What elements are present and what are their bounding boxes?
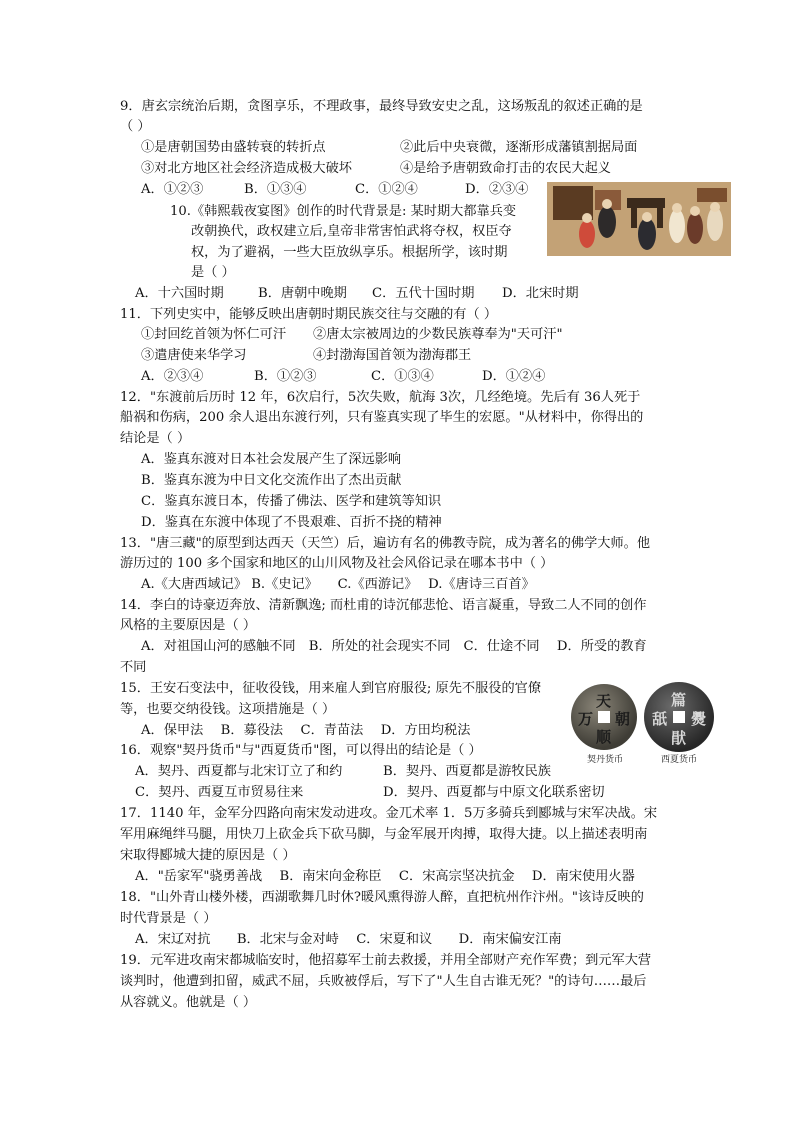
- q10-line-1: 10.《韩熙载夜宴图》创作的时代背景是: 某时期大都靠兵变: [170, 204, 517, 219]
- night-revels-painting: [547, 182, 731, 256]
- q12-choice-c: C．鉴真东渡日本，传播了佛法、医学和建筑等知识: [141, 494, 442, 509]
- q11-option-3: ③遣唐使来华学习: [141, 348, 247, 363]
- q10-line-4: 是（ ）: [191, 265, 235, 280]
- q14-line-1: 14．李白的诗豪迈奔放、清新飘逸; 而杜甫的诗沉郁悲怆、语言凝重，导致二人不同的创作: [120, 598, 647, 613]
- xixia-coin-caption: 西夏货币: [661, 755, 698, 765]
- q12-line-3: 结论是（ ）: [120, 431, 191, 446]
- q14-choices-tail: 不同: [120, 660, 147, 675]
- q16-choice-a: A．契丹、西夏都与北宋订立了和约: [135, 764, 343, 779]
- q19-line-1: 19．元军进攻南宋都城临安时，他招募军士前去救援，并用全部财产充作军费；到元军大营: [120, 953, 652, 968]
- q16-stem: 16．观察"契丹货币"与"西夏货币"图，可以得出的结论是（ ）: [120, 743, 482, 758]
- q11-option-1: ①封回纥首领为怀仁可汗: [141, 327, 287, 342]
- q11-stem: 11．下列史实中，能够反映出唐朝时期民族交往与交融的有（ ）: [120, 307, 498, 322]
- q16-choice-b: B．契丹、西夏都是游牧民族: [383, 764, 551, 779]
- q14-choices: A．对祖国山河的感触不同 B．所处的社会现实不同 C．仕途不同 D．所受的教育: [141, 639, 647, 654]
- q9-stem-blank: （ ）: [120, 119, 151, 134]
- q9-option-4: ④是给予唐朝致命打击的农民大起义: [400, 161, 611, 176]
- q11-option-2: ②唐太宗被周边的少数民族尊奉为"天可汗": [313, 327, 563, 342]
- khitan-coin-char-top: 天: [596, 692, 612, 710]
- khitan-coin: [571, 684, 637, 750]
- q10-choice-a: A．十六国时期: [135, 286, 224, 301]
- xixia-coin-char-right: 㸑: [691, 710, 707, 728]
- q9-choice-a: A．①②③: [141, 182, 204, 197]
- q16-choice-d: D．契丹、西夏都与中原文化联系密切: [383, 785, 605, 800]
- q9-choice-b: B．①③④: [244, 182, 307, 197]
- q14-line-2: 风格的主要原因是（ ）: [120, 618, 257, 633]
- q11-choice-d: D．①②④: [482, 369, 546, 384]
- xixia-coin-char-bottom: 猒: [671, 729, 687, 747]
- khitan-coin-caption: 契丹货币: [587, 755, 624, 765]
- q11-choice-b: B．①②③: [254, 369, 317, 384]
- khitan-coin-char-left: 万: [578, 710, 594, 728]
- q16-choice-c: C．契丹、西夏互市贸易往来: [135, 785, 304, 800]
- q12-line-2: 船祸和伤病，200 余人退出东渡行列，只有鉴真实现了毕生的宏愿。"从材料中，你得出的: [120, 410, 644, 425]
- q13-line-1: 13．"唐三藏"的原型到达西天（天竺）后，遍访有名的佛教寺院，成为著名的佛学大师。他: [120, 536, 651, 551]
- q19-line-3: 从容就义。他就是（ ）: [120, 995, 257, 1010]
- q10-choice-c: C．五代十国时期: [372, 286, 475, 301]
- q9-option-1: ①是唐朝国势由盛转衰的转折点: [141, 140, 326, 155]
- q17-line-2: 军用麻绳绊马腿，用快刀上砍金兵下砍马脚，与金军展开肉搏，取得大捷。以上描述表明南: [120, 827, 648, 842]
- q11-choice-a: A．②③④: [141, 369, 204, 384]
- q18-choices: A．宋辽对抗 B．北宋与金对峙 C．宋夏和议 D．南宋偏安江南: [135, 932, 562, 947]
- khitan-coin-char-bottom: 顺: [596, 728, 612, 746]
- q17-line-3: 宋取得郾城大捷的原因是（ ）: [120, 848, 296, 863]
- q12-choice-b: B．鉴真东渡为中日文化交流作出了杰出贡献: [141, 473, 402, 488]
- q12-choice-a: A．鉴真东渡对日本社会发展产生了深远影响: [141, 452, 402, 467]
- q15-choices: A．保甲法 B．募役法 C．青苗法 D．方田均税法: [141, 723, 471, 738]
- q11-choice-c: C．①③④: [371, 369, 434, 384]
- q10-choice-b: B．唐朝中晚期: [258, 286, 347, 301]
- q10-choice-d: D．北宋时期: [502, 286, 579, 301]
- xixia-coin-char-left: 舐: [652, 710, 668, 728]
- q13-line-2: 游历过的 100 多个国家和地区的山川风物及社会风俗记录在哪本书中（ ）: [120, 556, 554, 571]
- painting-illustration: [547, 182, 731, 256]
- q17-choices: A．"岳家军"骁勇善战 B．南宋向金称臣 C．宋高宗坚决抗金 D．南宋使用火器: [135, 869, 635, 884]
- q17-line-1: 17．1140 年，金军分四路向南宋发动进攻。金兀术率 1．5万多骑兵到郾城与宋军决战。宋: [120, 806, 658, 821]
- q15-line-2: 等，也要交纳役钱。这项措施是（ ）: [120, 702, 336, 717]
- q10-line-3: 权，为了避祸，一些大臣放纵享乐。根据所学，该时期: [191, 245, 508, 260]
- q18-line-1: 18．"山外青山楼外楼，西湖歌舞几时休?暖风熏得游人醉，直把杭州作汴州。"该诗反映的: [120, 890, 644, 905]
- q9-stem: 9．唐玄宗统治后期，贪图享乐，不理政事，最终导致安史之乱，这场叛乱的叙述正确的是: [120, 99, 643, 114]
- xixia-coin-char-top: 篇: [671, 691, 687, 709]
- q15-line-1: 15．王安石变法中，征收役钱，用来雇人到官府服役; 原先不服役的官僚: [120, 681, 542, 696]
- q12-line-1: 12．"东渡前后历时 12 年，6次启行，5次失败，航海 3次，几经绝境。先后有 36人死于: [120, 390, 641, 405]
- q10-line-2: 改朝换代，政权建立后,皇帝非常害怕武将夺权，权臣夺: [191, 224, 512, 239]
- xixia-coin: [644, 682, 714, 752]
- q19-line-2: 谈判时，他遭到扣留，威武不屈，兵败被俘后，写下了"人生自古谁无死？"的诗句……最后: [120, 974, 647, 989]
- q9-choice-d: D．②③④: [465, 182, 529, 197]
- q18-line-2: 时代背景是（ ）: [120, 911, 217, 926]
- q9-choice-c: C．①②④: [355, 182, 418, 197]
- q12-choice-d: D．鉴真在东渡中体现了不畏艰难、百折不挠的精神: [141, 515, 442, 530]
- khitan-coin-char-right: 朝: [615, 710, 631, 728]
- q9-option-3: ③对北方地区社会经济造成极大破坏: [141, 161, 352, 176]
- q9-option-2: ②此后中央衰微，逐渐形成藩镇割据局面: [400, 140, 638, 155]
- q13-choices: A.《大唐西域记》 B.《史记》 C.《西游记》 D.《唐诗三百首》: [141, 577, 535, 592]
- q11-option-4: ④封渤海国首领为渤海郡王: [313, 348, 472, 363]
